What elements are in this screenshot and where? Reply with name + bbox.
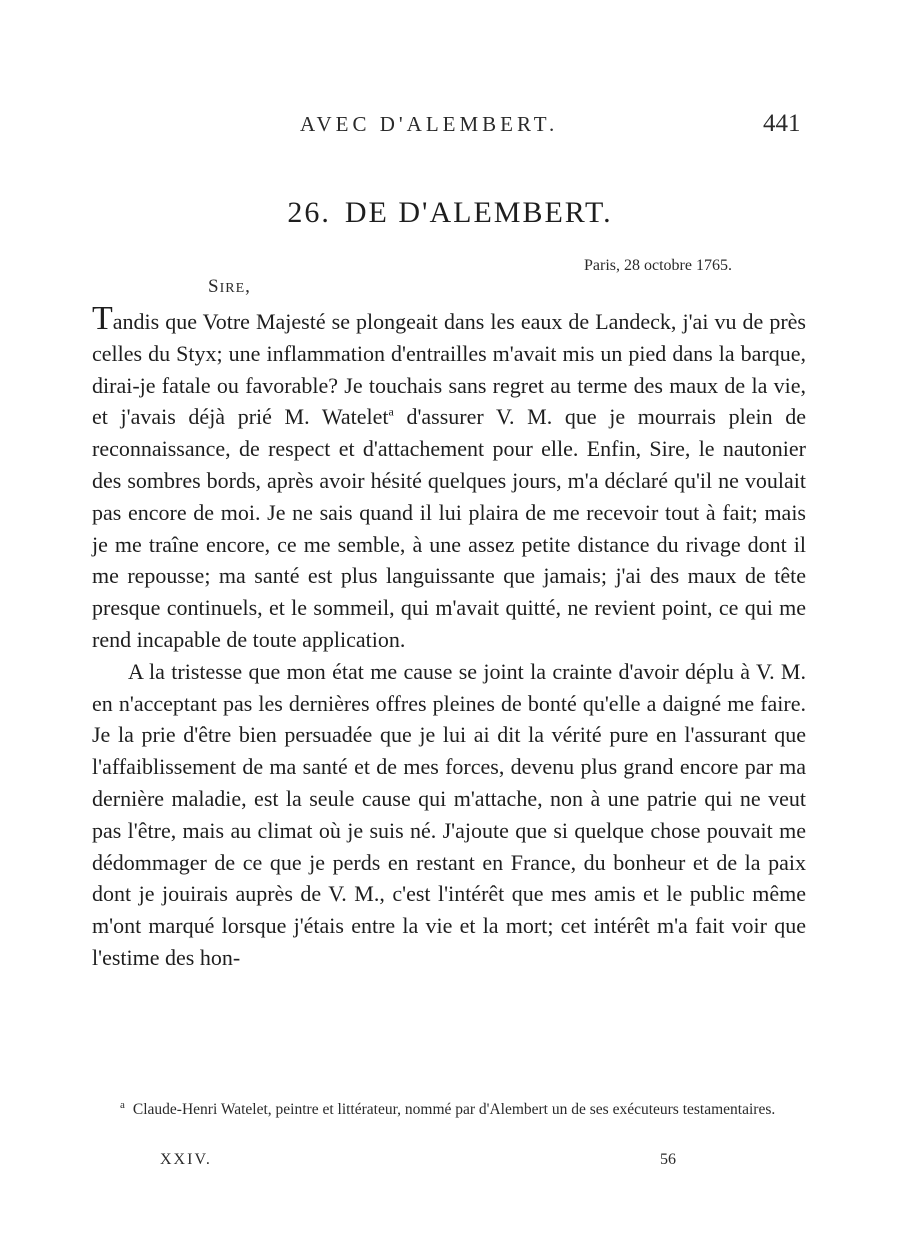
running-head [0, 112, 900, 142]
paragraph-1-text-b: d'assurer V. M. que je mourrais plein de reconnaissance, de respect et d'attachement pour elle. Enfin, Sire, le nautonier des sombres bords, après avoir hésité quelques jours, m'a déclaré qu'il ne voulait pas encore de moi. Je ne sais quand il lui plaira de me recevoir tout à fait; mais je me traîne encore, ce me semble, à une assez petite distance du rivage dont il me repousse; ma santé est plus languissante que jamais; j'ai des maux de tête presque continuels, et le sommeil, qui m'avait quitté, ne revient point, ce qui me rend incapable de toute application. [92, 404, 806, 652]
paragraph-1-text-a: andis que Votre Majesté se plongeait dans les eaux de Landeck, j'ai vu de près celles du Styx; une inflammation d'entrailles m'avait mis un pied dans la barque, dirai-je fatale ou favorable? Je touchais sans regret au terme des maux de la vie, et j'avais déjà prié M. Watelet [92, 309, 806, 430]
letter-heading [0, 196, 900, 230]
footnote-letter: a [120, 1098, 125, 1111]
salutation [208, 276, 251, 298]
drop-cap: T [92, 300, 113, 337]
footnote [92, 1097, 806, 1123]
running-title: AVEC D'ALEMBERT. [300, 112, 559, 136]
page-number: 441 [763, 110, 801, 137]
footnote-reference: a [388, 405, 394, 420]
footnote-text: Claude-Henri Watelet, peintre et littérateur, nommé par d'Alembert un de ses exécuteurs testamentaires. [132, 1101, 776, 1118]
paragraph-1 [92, 300, 806, 656]
paragraph-2: A la tristesse que mon état me cause se joint la crainte d'avoir déplu à V. M. en n'acceptant pas les dernières offres pleines de bonté qu'elle a daigné me faire. Je la prie d'être bien persuadée que je lui ai dit la vérité pure en l'assurant que l'affaiblissement de ma santé et de mes forces, devenu plus grand encore par ma dernière maladie, est la seule cause qui m'attache, non à une patrie qui ne veut pas l'être, mais au climat où je suis né. J'ajoute que si quelque chose pouvait me dédommager de ce que je perds en restant en France, du bonheur et de la paix dont je jouirais auprès de V. M., c'est l'intérêt que mes amis et le public même m'ont marqué lorsque j'étais entre la vie et la mort; cet intérêt m'a fait voir que l'estime des hon- [92, 658, 806, 970]
letter-number: 26. [287, 196, 331, 229]
volume-signature: XXIV. [160, 1151, 212, 1168]
dateline: Paris, 28 octobre 1765. [584, 257, 732, 274]
letter-body [92, 300, 806, 974]
letter-title: DE D'ALEMBERT. [344, 196, 613, 229]
sheet-signature: 56 [660, 1151, 676, 1168]
salutation-rest: IRE [219, 281, 246, 296]
salutation-initial: S [208, 276, 220, 297]
salutation-comma: , [245, 276, 251, 297]
